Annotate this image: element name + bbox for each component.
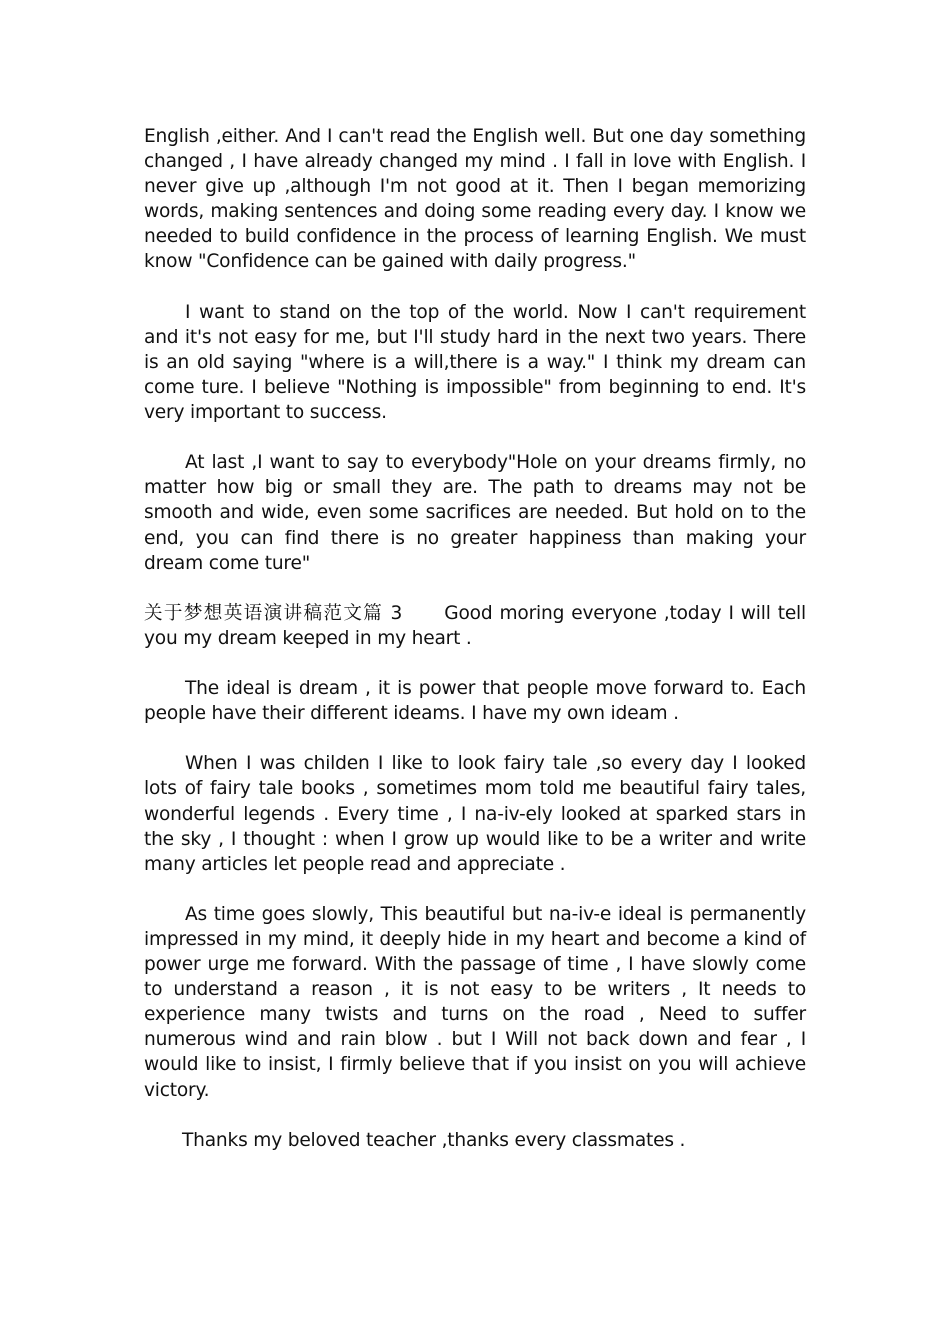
- paragraph-childhood: When I was childen I like to look fairy tale ,so every day I looked lots of fairy tale books , sometimes mom told me beautiful fairy tales, wonderful legends . Every time , I na-iv-ely looked at sparked stars in the sky , I thought : when I grow up would like to be a writer and write many articles let people read and appreciate .: [144, 753, 806, 875]
- paragraph-stand-on-top: I want to stand on the top of the world. Now I can't requirement and it's not easy for me, but I'll study hard in the next two years. There is an old saying "where is a will,there is a way." I think my dream can come ture. I believe "Nothing is impossible" from beginning to end. It's very important to success.: [144, 301, 806, 424]
- paragraph-at-last: At last ,I want to say to everybody"Hole on your dreams firmly, no matter how big or small they are. The path to dreams may not be smooth and wide, even some sacrifices are needed. But hold on to the end, you can find there is no greater happiness than making your dream come ture": [144, 452, 806, 574]
- document-body: [144, 124, 806, 1178]
- paragraph-ideal-is-dream: The ideal is dream , it is power that people move forward to. Each people have their different ideams. I have my own ideam .: [144, 678, 806, 725]
- section-3-intro-paragraph: [144, 601, 806, 651]
- paragraph-english-learning: English ,either. And I can't read the English well. But one day something changed , I have already changed my mind . I fall in love with English. I never give up ,although I'm not good at it. Then I began memorizing words, making sentences and doing some reading every day. I know we needed to build confidence in the process of learning English. We must know "Confidence can be gained with daily progress.": [144, 126, 806, 273]
- section-intro: Good moring everyone ,today I will tell you my dream keeped in my heart .: [144, 602, 806, 649]
- paragraph-closing: Thanks my beloved teacher ,thanks every classmates .: [182, 1129, 686, 1151]
- paragraph-time-goes: As time goes slowly, This beautiful but na-iv-e ideal is permanently impressed in my mind, it deeply hide in my heart and become a kind of power urge me forward. With the passage of time , I have slowly come to understand a reason , it is not easy to be writers , It needs to experience many twists and turns on the road , Need to suffer numerous wind and rain blow . but I Will not back down and fear , I would like to insist, I firmly believe that if you insist on you will achieve victory.: [144, 903, 806, 1101]
- section-heading: 关于梦想英语演讲稿范文篇 3: [144, 602, 403, 624]
